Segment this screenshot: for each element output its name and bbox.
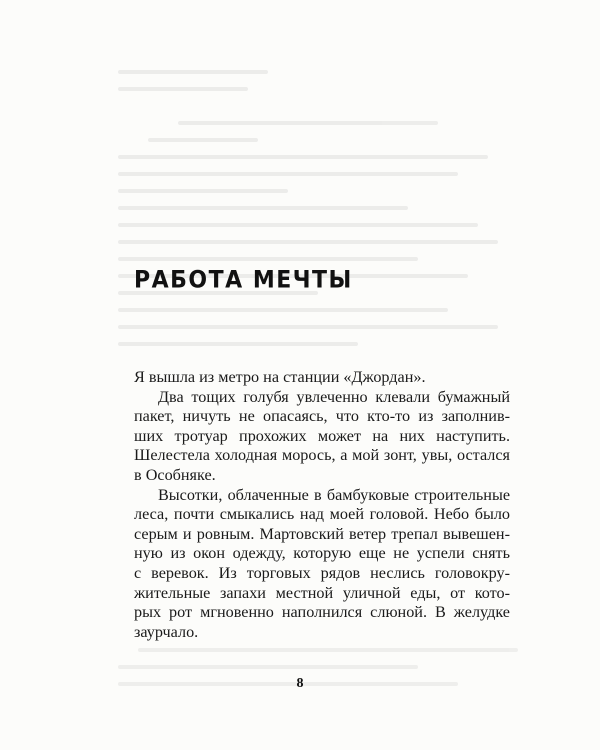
text-line: Высотки, облаченные в бамбуковые строительные — [158, 485, 510, 504]
body-text — [134, 368, 510, 642]
text-line: заурчало. — [134, 622, 199, 641]
bleed-through-text — [118, 70, 508, 400]
text-line: жительные запахи местной уличной еды, от кото- — [134, 583, 510, 602]
text-line: рых рот мгновенно наполнился слюной. В желудке — [134, 603, 510, 622]
text-line: ную из окон одежду, которую еще не успели снять — [134, 544, 510, 563]
text-line: ших тротуар прохожих может на них наступить. — [134, 426, 510, 445]
text-line: леса, почти смыкались над моей головой. Небо было — [134, 505, 510, 524]
text-line: серым и ровным. Мартовский ветер трепал вывешен- — [134, 524, 510, 543]
text-line: с веревок. Из торговых рядов неслись головокру- — [134, 563, 510, 582]
text-line: Я вышла из метро на станции «Джордан». — [134, 368, 426, 386]
text-line: Два тощих голубя увлеченно клевали бумажный — [158, 387, 510, 406]
text-line: пакет, ничуть не опасаясь, что кто-то из заполнив- — [134, 407, 510, 426]
text-line: Шелестела холодная морось, а мой зонт, увы, остался — [134, 446, 510, 465]
text-line: в Особняке. — [134, 465, 216, 484]
page-number: 8 — [296, 676, 304, 691]
chapter-title: РАБОТА МЕЧТЫ — [134, 267, 353, 294]
